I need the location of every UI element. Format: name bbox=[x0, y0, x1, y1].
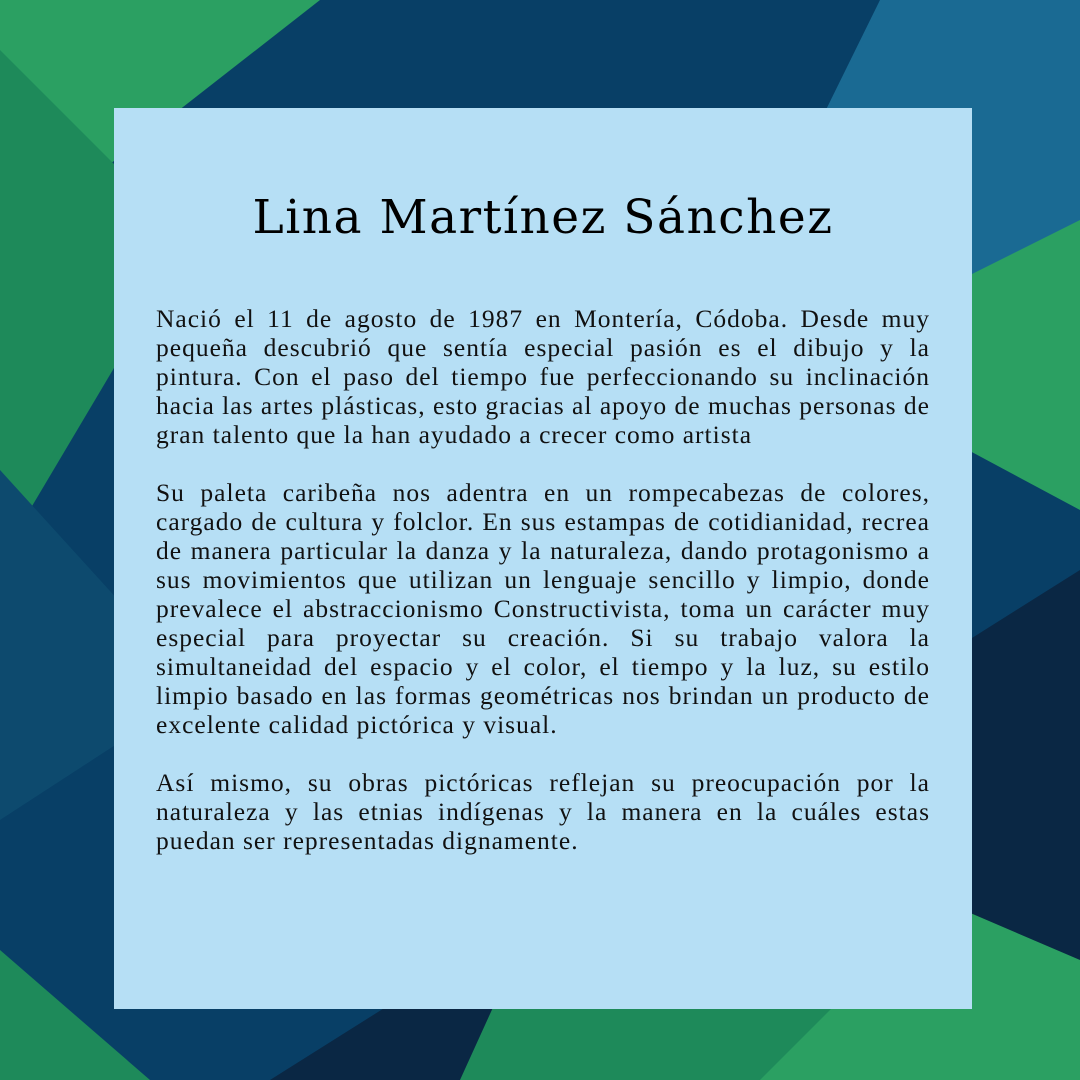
biography-paragraph-1: Nació el 11 de agosto de 1987 en Montería, Códoba. Desde muy pequeña descubrió que sentía especial pasión es el dibujo y la pintura. Con el paso del tiempo fue perfeccionando su inclinación hacia las artes plásticas, esto gracias al apoyo de muchas personas de gran talento que la han ayudado a crecer como artista bbox=[156, 304, 930, 449]
biography-card bbox=[114, 108, 972, 1009]
biography-paragraph-2: Su paleta caribeña nos adentra en un rompecabezas de colores, cargado de cultura y folclor. En sus estampas de cotidianidad, recrea de manera particular la danza y la naturaleza, dando protagonismo a sus movimientos que utilizan un lenguaje sencillo y limpio, donde prevalece el abstraccionismo Constructivista, toma un carácter muy especial para proyectar su creación. Si su trabajo valora la simultaneidad del espacio y el color, el tiempo y la luz, su estilo limpio basado en las formas geométricas nos brindan un producto de excelente calidad pictórica y visual. bbox=[156, 478, 930, 739]
biography-paragraph-3: Así mismo, su obras pictóricas reflejan su preocupación por la naturaleza y las etnias indígenas y la manera en la cuáles estas puedan ser representadas dignamente. bbox=[156, 768, 930, 855]
biography-body bbox=[156, 304, 930, 855]
artist-name-title: Lina Martínez Sánchez bbox=[252, 190, 834, 245]
